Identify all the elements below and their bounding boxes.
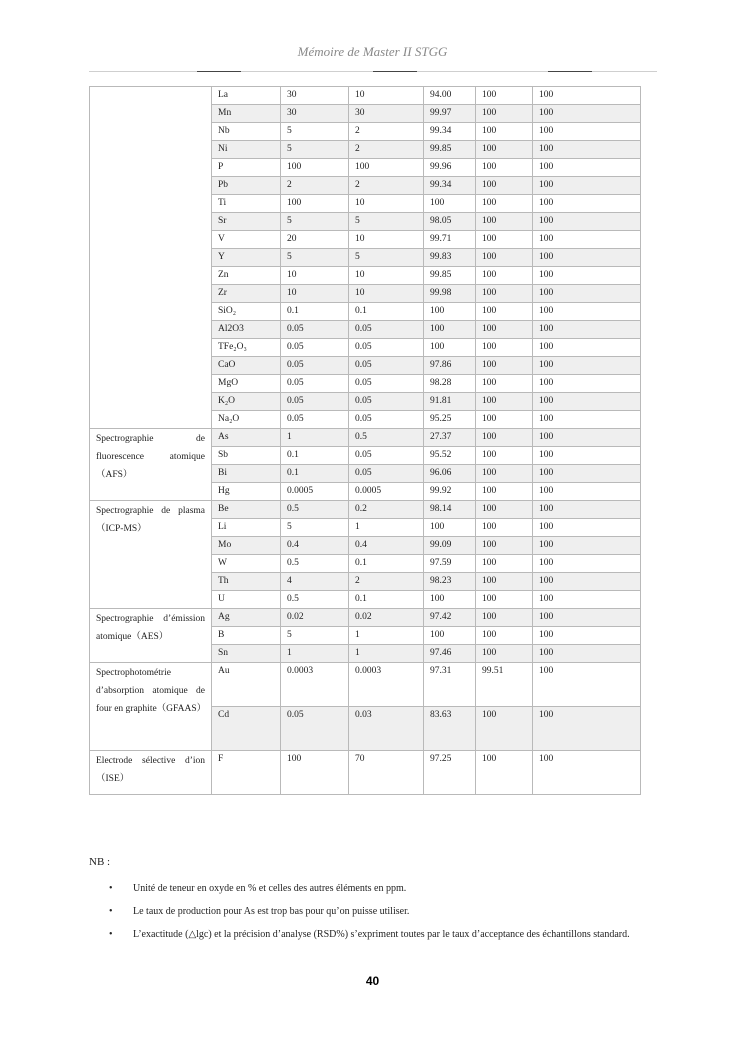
value-cell: 99.71	[424, 231, 476, 249]
value-cell: 0.05	[349, 375, 424, 393]
value-cell: 0.0005	[349, 483, 424, 501]
value-cell: 0.05	[281, 411, 349, 429]
value-cell: 100	[476, 627, 533, 645]
analysis-table	[89, 86, 641, 795]
value-cell: 100	[533, 339, 641, 357]
value-cell: 1	[281, 429, 349, 447]
element-cell: MgO	[212, 375, 281, 393]
value-cell: 100	[476, 105, 533, 123]
value-cell: 100	[281, 751, 349, 795]
value-cell: 100	[533, 645, 641, 663]
value-cell: 97.59	[424, 555, 476, 573]
value-cell: 100	[533, 375, 641, 393]
value-cell: 1	[281, 645, 349, 663]
value-cell: 100	[476, 411, 533, 429]
value-cell: 100	[476, 213, 533, 231]
value-cell: 99.85	[424, 141, 476, 159]
element-cell: Hg	[212, 483, 281, 501]
value-cell: 0.05	[349, 393, 424, 411]
value-cell: 5	[281, 627, 349, 645]
element-cell: CaO	[212, 357, 281, 375]
element-cell: V	[212, 231, 281, 249]
value-cell: 100	[533, 141, 641, 159]
value-cell: 1	[349, 627, 424, 645]
value-cell: 100	[533, 591, 641, 609]
element-cell: Y	[212, 249, 281, 267]
value-cell: 0.05	[349, 447, 424, 465]
value-cell: 100	[533, 213, 641, 231]
element-cell: Cd	[212, 707, 281, 751]
value-cell: 100	[476, 249, 533, 267]
value-cell: 99.83	[424, 249, 476, 267]
value-cell: 2	[349, 141, 424, 159]
value-cell: 100	[424, 321, 476, 339]
value-cell: 100	[533, 573, 641, 591]
value-cell: 100	[533, 177, 641, 195]
value-cell: 0.0003	[349, 663, 424, 707]
element-cell: Nb	[212, 123, 281, 141]
bullet-icon: •	[109, 929, 113, 940]
element-cell: Mn	[212, 105, 281, 123]
header-tick	[548, 71, 592, 72]
table-row	[90, 429, 641, 447]
element-cell: SiO₂	[212, 303, 281, 321]
value-cell: 100	[424, 339, 476, 357]
value-cell: 20	[281, 231, 349, 249]
page-number: 40	[365, 974, 380, 988]
value-cell: 2	[281, 177, 349, 195]
value-cell: 100	[533, 429, 641, 447]
value-cell: 100	[533, 707, 641, 751]
value-cell: 99.92	[424, 483, 476, 501]
value-cell: 100	[533, 249, 641, 267]
value-cell: 100	[533, 465, 641, 483]
value-cell: 100	[533, 555, 641, 573]
value-cell: 0.2	[349, 501, 424, 519]
element-cell: B	[212, 627, 281, 645]
value-cell: 83.63	[424, 707, 476, 751]
value-cell: 91.81	[424, 393, 476, 411]
value-cell: 100	[476, 195, 533, 213]
value-cell: 27.37	[424, 429, 476, 447]
element-cell: K₂O	[212, 393, 281, 411]
value-cell: 5	[281, 213, 349, 231]
element-cell: Sn	[212, 645, 281, 663]
element-cell: Na₂O	[212, 411, 281, 429]
value-cell: 100	[533, 501, 641, 519]
method-cell: Spectrophotométrie d’absorption atomique de four en graphite（GFAAS）	[90, 663, 212, 751]
value-cell: 70	[349, 751, 424, 795]
value-cell: 10	[349, 195, 424, 213]
value-cell: 0.05	[281, 375, 349, 393]
element-cell: Th	[212, 573, 281, 591]
value-cell: 100	[424, 519, 476, 537]
value-cell: 100	[476, 87, 533, 105]
value-cell: 99.09	[424, 537, 476, 555]
value-cell: 0.05	[281, 321, 349, 339]
value-cell: 100	[533, 159, 641, 177]
element-cell: Bi	[212, 465, 281, 483]
value-cell: 100	[476, 141, 533, 159]
value-cell: 100	[281, 159, 349, 177]
value-cell: 0.03	[349, 707, 424, 751]
value-cell: 1	[349, 519, 424, 537]
value-cell: 97.42	[424, 609, 476, 627]
value-cell: 100	[476, 429, 533, 447]
value-cell: 100	[476, 591, 533, 609]
value-cell: 10	[349, 87, 424, 105]
value-cell: 0.1	[349, 303, 424, 321]
value-cell: 99.96	[424, 159, 476, 177]
notes-label: NB :	[89, 856, 111, 868]
element-cell: La	[212, 87, 281, 105]
element-cell: Au	[212, 663, 281, 707]
value-cell: 0.5	[281, 501, 349, 519]
value-cell: 4	[281, 573, 349, 591]
value-cell: 98.23	[424, 573, 476, 591]
value-cell: 0.02	[281, 609, 349, 627]
value-cell: 0.05	[349, 411, 424, 429]
value-cell: 100	[533, 303, 641, 321]
value-cell: 100	[476, 393, 533, 411]
value-cell: 10	[349, 267, 424, 285]
element-cell: TFe₂O₃	[212, 339, 281, 357]
value-cell: 0.1	[281, 447, 349, 465]
value-cell: 100	[476, 645, 533, 663]
value-cell: 100	[476, 573, 533, 591]
value-cell: 100	[424, 195, 476, 213]
value-cell: 100	[476, 483, 533, 501]
value-cell: 10	[281, 285, 349, 303]
element-cell: P	[212, 159, 281, 177]
value-cell: 99.51	[476, 663, 533, 707]
value-cell: 100	[476, 519, 533, 537]
value-cell: 0.05	[281, 393, 349, 411]
value-cell: 97.25	[424, 751, 476, 795]
method-cell: Electrode sélective d’ion（ISE）	[90, 751, 212, 795]
value-cell: 100	[476, 159, 533, 177]
value-cell: 100	[476, 123, 533, 141]
value-cell: 100	[533, 231, 641, 249]
value-cell: 10	[349, 231, 424, 249]
table-row	[90, 751, 641, 795]
element-cell: Ag	[212, 609, 281, 627]
note-text: Le taux de production pour As est trop bas pour qu’on puisse utiliser.	[133, 906, 410, 917]
value-cell: 100	[476, 555, 533, 573]
element-cell: Li	[212, 519, 281, 537]
method-cell: Spectrographie de fluorescence atomique（AFS）	[90, 429, 212, 501]
value-cell: 10	[281, 267, 349, 285]
element-cell: Zn	[212, 267, 281, 285]
value-cell: 100	[533, 663, 641, 707]
value-cell: 100	[476, 751, 533, 795]
value-cell: 98.05	[424, 213, 476, 231]
value-cell: 100	[476, 609, 533, 627]
value-cell: 100	[281, 195, 349, 213]
element-cell: Ti	[212, 195, 281, 213]
value-cell: 97.46	[424, 645, 476, 663]
table-row	[90, 501, 641, 519]
value-cell: 100	[476, 321, 533, 339]
value-cell: 5	[349, 213, 424, 231]
value-cell: 2	[349, 177, 424, 195]
element-cell: Sr	[212, 213, 281, 231]
value-cell: 97.31	[424, 663, 476, 707]
value-cell: 100	[476, 339, 533, 357]
value-cell: 5	[281, 249, 349, 267]
note-text: Unité de teneur en oxyde en % et celles des autres éléments en ppm.	[133, 883, 407, 894]
table-row	[90, 609, 641, 627]
value-cell: 95.25	[424, 411, 476, 429]
value-cell: 100	[533, 285, 641, 303]
value-cell: 100	[533, 483, 641, 501]
value-cell: 100	[424, 591, 476, 609]
value-cell: 100	[476, 285, 533, 303]
value-cell: 98.28	[424, 375, 476, 393]
value-cell: 99.98	[424, 285, 476, 303]
value-cell: 100	[424, 303, 476, 321]
value-cell: 1	[349, 645, 424, 663]
table-row	[90, 87, 641, 105]
header-tick	[197, 71, 241, 72]
value-cell: 30	[281, 87, 349, 105]
value-cell: 100	[476, 447, 533, 465]
value-cell: 0.1	[281, 303, 349, 321]
value-cell: 5	[349, 249, 424, 267]
value-cell: 0.0003	[281, 663, 349, 707]
value-cell: 100	[533, 195, 641, 213]
value-cell: 0.05	[281, 339, 349, 357]
method-cell: Spectrographie de plasma（ICP-MS）	[90, 501, 212, 609]
value-cell: 100	[476, 357, 533, 375]
value-cell: 0.02	[349, 609, 424, 627]
element-cell: Al2O3	[212, 321, 281, 339]
value-cell: 5	[281, 123, 349, 141]
value-cell: 100	[533, 393, 641, 411]
value-cell: 98.14	[424, 501, 476, 519]
bullet-icon: •	[109, 906, 113, 917]
header-tick	[373, 71, 417, 72]
value-cell: 100	[533, 87, 641, 105]
element-cell: Mo	[212, 537, 281, 555]
element-cell: As	[212, 429, 281, 447]
element-cell: U	[212, 591, 281, 609]
page-header-title: Mémoire de Master II STGG	[297, 44, 448, 59]
value-cell: 0.5	[281, 555, 349, 573]
value-cell: 0.05	[349, 321, 424, 339]
note-item	[89, 901, 659, 922]
value-cell: 100	[424, 627, 476, 645]
value-cell: 96.06	[424, 465, 476, 483]
value-cell: 2	[349, 573, 424, 591]
value-cell: 97.86	[424, 357, 476, 375]
value-cell: 100	[349, 159, 424, 177]
value-cell: 30	[281, 105, 349, 123]
value-cell: 0.05	[281, 707, 349, 751]
method-cell	[90, 87, 212, 429]
note-item	[89, 924, 659, 945]
value-cell: 30	[349, 105, 424, 123]
value-cell: 0.4	[281, 537, 349, 555]
value-cell: 100	[533, 751, 641, 795]
notes-list	[89, 878, 659, 947]
value-cell: 0.0005	[281, 483, 349, 501]
value-cell: 0.05	[281, 357, 349, 375]
element-cell: F	[212, 751, 281, 795]
element-cell: W	[212, 555, 281, 573]
value-cell: 0.05	[349, 357, 424, 375]
value-cell: 10	[349, 285, 424, 303]
table-body	[90, 87, 641, 795]
value-cell: 100	[476, 231, 533, 249]
value-cell: 5	[281, 519, 349, 537]
value-cell: 100	[476, 303, 533, 321]
value-cell: 99.34	[424, 123, 476, 141]
element-cell: Sb	[212, 447, 281, 465]
value-cell: 100	[533, 123, 641, 141]
value-cell: 2	[349, 123, 424, 141]
value-cell: 100	[533, 267, 641, 285]
value-cell: 5	[281, 141, 349, 159]
value-cell: 100	[533, 411, 641, 429]
value-cell: 100	[533, 321, 641, 339]
value-cell: 100	[533, 447, 641, 465]
value-cell: 100	[476, 177, 533, 195]
value-cell: 100	[533, 105, 641, 123]
element-cell: Be	[212, 501, 281, 519]
value-cell: 99.34	[424, 177, 476, 195]
value-cell: 100	[533, 537, 641, 555]
value-cell: 100	[533, 357, 641, 375]
value-cell: 100	[476, 267, 533, 285]
value-cell: 94.00	[424, 87, 476, 105]
value-cell: 100	[533, 519, 641, 537]
value-cell: 100	[476, 375, 533, 393]
value-cell: 100	[533, 609, 641, 627]
value-cell: 0.5	[281, 591, 349, 609]
value-cell: 100	[476, 537, 533, 555]
value-cell: 0.1	[281, 465, 349, 483]
bullet-icon: •	[109, 883, 113, 894]
value-cell: 100	[476, 707, 533, 751]
table-row	[90, 663, 641, 707]
note-text: L’exactitude (△lgc) et la précision d’analyse (RSD%) s’expriment toutes par le taux d’acceptance des échantillons standard.	[133, 929, 630, 940]
value-cell: 99.97	[424, 105, 476, 123]
value-cell: 0.4	[349, 537, 424, 555]
value-cell: 99.85	[424, 267, 476, 285]
value-cell: 95.52	[424, 447, 476, 465]
value-cell: 100	[476, 465, 533, 483]
value-cell: 0.5	[349, 429, 424, 447]
value-cell: 100	[476, 501, 533, 519]
value-cell: 0.05	[349, 339, 424, 357]
element-cell: Pb	[212, 177, 281, 195]
element-cell: Ni	[212, 141, 281, 159]
value-cell: 0.1	[349, 591, 424, 609]
value-cell: 0.05	[349, 465, 424, 483]
method-cell: Spectrographie d’émission atomique（AES）	[90, 609, 212, 663]
element-cell: Zr	[212, 285, 281, 303]
note-item	[89, 878, 659, 899]
value-cell: 0.1	[349, 555, 424, 573]
value-cell: 100	[533, 627, 641, 645]
